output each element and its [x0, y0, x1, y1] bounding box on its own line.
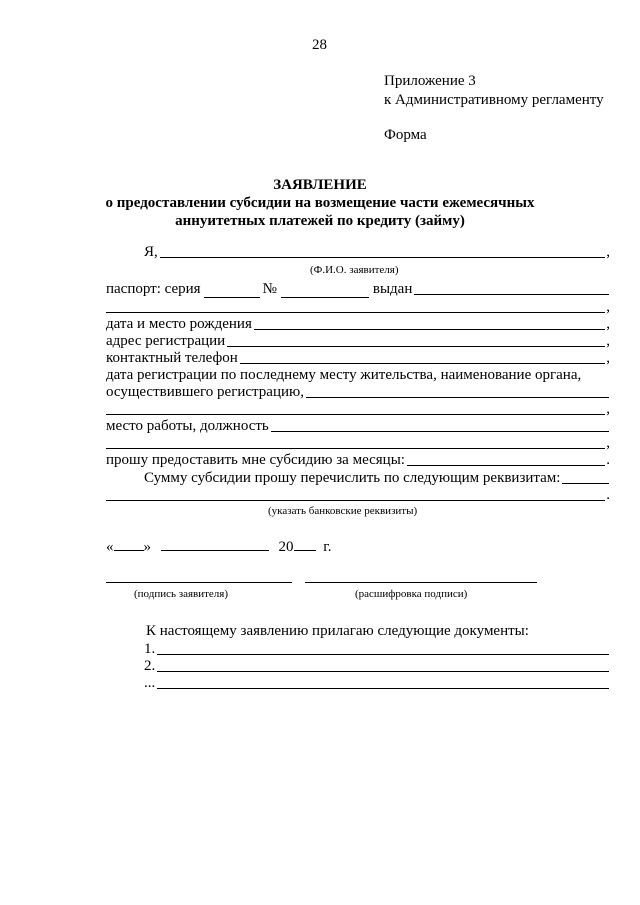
reg-date-row-1 [106, 367, 610, 384]
comma: , [606, 333, 610, 349]
document-title: ЗАЯВЛЕНИЕ [273, 177, 367, 193]
fio-hint: (Ф.И.О. заявителя) [310, 264, 399, 276]
i-label: Я, [144, 244, 158, 260]
work-label: место работы, должность [106, 418, 269, 434]
months-label: прошу предоставить мне субсидию за месяцы: [106, 452, 405, 468]
signature-hint: (подпись заявителя) [134, 588, 229, 600]
fio-input-line[interactable] [160, 256, 605, 258]
comma: , [606, 316, 610, 332]
attachment-number: ... [144, 675, 156, 691]
reg-date-input-line-2[interactable] [106, 413, 605, 415]
transfer-row [106, 470, 610, 487]
issued-input-line-2[interactable] [106, 311, 605, 313]
reg-date-row-2 [106, 384, 610, 401]
phone-row [106, 350, 610, 367]
dot: . [606, 452, 610, 468]
work-row [106, 418, 610, 435]
attachment-number: 2. [144, 658, 156, 674]
attachment-item-1 [144, 641, 610, 658]
document-subtitle-1: о предоставлении субсидии на возмещение части ежемесячных [105, 195, 535, 211]
form-label: Форма [384, 127, 427, 143]
phone-label: контактный телефон [106, 350, 238, 366]
issued-label: выдан [372, 281, 413, 297]
transfer-label: Сумму субсидии прошу перечислить по следующим реквизитам: [144, 470, 561, 486]
signature-line[interactable] [106, 570, 292, 583]
work-row-2 [106, 435, 610, 452]
comma: , [606, 299, 610, 315]
birth-input-line[interactable] [254, 328, 605, 330]
transfer-row-2 [106, 487, 610, 504]
attachment-input-line[interactable] [157, 670, 609, 672]
appendix-line2: к Административному регламенту [384, 92, 604, 108]
transfer-input-line[interactable] [562, 482, 609, 484]
date-row [106, 538, 331, 556]
passport-row-2 [106, 299, 610, 316]
attachment-number: 1. [144, 641, 156, 657]
comma: , [606, 350, 610, 366]
signature-decode-hint: (расшифровка подписи) [355, 588, 468, 600]
bank-details-input-line[interactable] [106, 499, 605, 501]
reg-date-label-2: осуществившего регистрацию, [106, 384, 304, 400]
reg-address-row [106, 333, 610, 350]
page-number: 28 [312, 37, 327, 53]
day-input[interactable] [114, 538, 144, 551]
comma: , [606, 244, 610, 260]
passport-series-input[interactable] [204, 285, 260, 298]
passport-series-label: паспорт: серия [106, 281, 201, 297]
issued-input-line[interactable] [414, 293, 609, 295]
reg-address-label: адрес регистрации [106, 333, 226, 349]
comma: , [606, 401, 610, 417]
attachment-item-2 [144, 658, 610, 675]
birth-label: дата и место рождения [106, 316, 252, 332]
year-suffix: г. [323, 539, 332, 555]
year-input[interactable] [294, 538, 316, 551]
work-input-line-2[interactable] [106, 447, 605, 449]
close-quote: » [143, 539, 151, 555]
dot: . [606, 487, 610, 503]
attachment-item-3 [144, 675, 610, 692]
reg-date-label-1: дата регистрации по последнему месту жительства, наименование органа, [106, 367, 582, 383]
appendix-line1: Приложение 3 [384, 73, 476, 89]
birth-row [106, 316, 610, 333]
phone-input-line[interactable] [240, 362, 605, 364]
document-subtitle-2: аннуитетных платежей по кредиту (займу) [175, 213, 465, 229]
passport-number-input[interactable] [281, 285, 369, 298]
months-row [106, 452, 610, 469]
attachment-input-line[interactable] [157, 687, 609, 689]
attachment-input-line[interactable] [157, 653, 609, 655]
reg-address-input-line[interactable] [227, 345, 605, 347]
attachments-intro: К настоящему заявлению прилагаю следующие документы: [146, 623, 529, 639]
year-prefix: 20 [278, 539, 294, 555]
reg-date-input-line[interactable] [306, 396, 609, 398]
comma: , [606, 435, 610, 451]
open-quote: « [106, 539, 114, 555]
passport-row [106, 281, 610, 298]
signature-decode-line[interactable] [305, 570, 537, 583]
work-input-line[interactable] [271, 430, 609, 432]
month-input[interactable] [161, 538, 269, 551]
months-input-line[interactable] [407, 464, 605, 466]
fio-row [106, 244, 610, 261]
reg-date-row-3 [106, 401, 610, 418]
passport-no-label: № [262, 281, 277, 297]
bank-hint: (указать банковские реквизиты) [268, 505, 418, 517]
